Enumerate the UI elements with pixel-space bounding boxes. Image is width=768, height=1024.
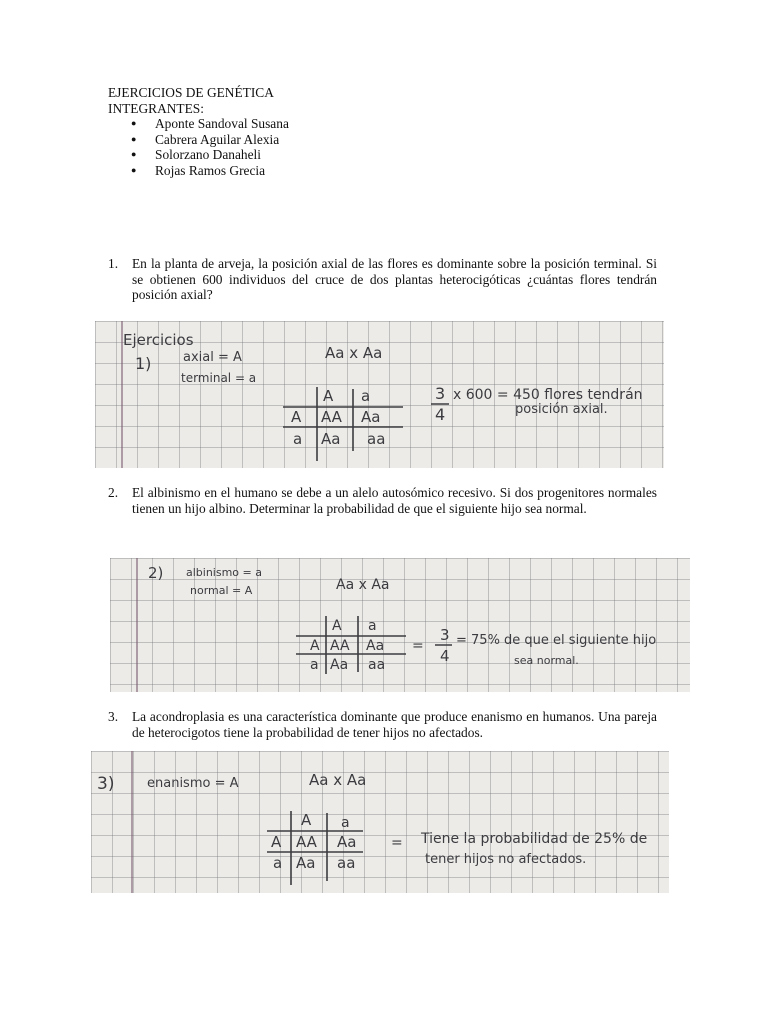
answer-line: = 75% de que el siguiente hijo <box>456 633 657 648</box>
equals-sign: = <box>391 835 403 851</box>
punnett-header: a <box>293 430 303 448</box>
question-1 <box>108 256 657 303</box>
question-text: La acondroplasia es una característica dominante que produce enanismo en humanos. Una pareja de heterocigotos tiene la probabilidad de tener hijos no afectados. <box>132 709 657 740</box>
punnett-header: A <box>310 638 320 654</box>
cross-label: Aa x Aa <box>309 771 367 789</box>
question-2 <box>108 485 657 516</box>
punnett-header: a <box>361 387 371 405</box>
member-item: ● Cabrera Aguilar Alexia <box>131 132 289 148</box>
punnett-header: a <box>273 854 283 872</box>
handwritten-notes <box>91 751 669 893</box>
handwritten-notes <box>95 321 664 468</box>
punnett-header: a <box>341 815 350 831</box>
punnett-header: a <box>368 618 377 634</box>
punnett-cell: Aa <box>296 854 316 872</box>
allele-definition: enanismo = A <box>147 776 239 791</box>
fraction-numerator: 3 <box>435 384 446 403</box>
notes-heading: Ejercicios <box>123 331 194 349</box>
member-item: ● Solorzano Danaheli <box>131 147 289 163</box>
allele-definition: axial = A <box>183 350 242 365</box>
fraction-denominator: 4 <box>435 405 446 424</box>
punnett-cell: Aa <box>321 430 341 448</box>
handwritten-notes <box>110 558 690 692</box>
member-item: ● Rojas Ramos Grecia <box>131 163 289 179</box>
punnett-header: A <box>271 833 282 851</box>
punnett-cell: aa <box>367 430 386 448</box>
members-label: INTEGRANTES: <box>108 100 204 116</box>
handwritten-notes-photo-1 <box>95 321 664 468</box>
cross-label: Aa x Aa <box>336 577 390 593</box>
punnett-cell: Aa <box>366 638 385 654</box>
punnett-header: A <box>332 618 342 634</box>
answer-line: sea normal. <box>514 654 579 667</box>
members-list <box>108 116 289 178</box>
fraction-numerator: 3 <box>440 626 450 644</box>
allele-definition: normal = A <box>190 584 253 597</box>
punnett-cell: Aa <box>337 833 357 851</box>
question-text: En la planta de arveja, la posición axial de las flores es dominante sobre la posición terminal. Si se obtienen 600 individuos del cruce de dos plantas heterocigóticas ¿cuántas flores tendrán posición axial? <box>132 256 657 303</box>
question-3 <box>108 709 657 740</box>
punnett-cell: aa <box>337 854 356 872</box>
punnett-cell: Aa <box>361 408 381 426</box>
allele-definition: albinismo = a <box>186 566 262 579</box>
allele-definition: terminal = a <box>181 371 257 385</box>
punnett-cell: AA <box>330 638 350 654</box>
handwritten-notes-photo-3 <box>91 751 669 893</box>
exercise-label: 3) <box>97 774 115 794</box>
question-number: 2. <box>108 485 119 500</box>
punnett-header: A <box>301 811 312 829</box>
exercise-label: 2) <box>148 564 164 582</box>
fraction-denominator: 4 <box>440 647 450 665</box>
punnett-cell: Aa <box>330 657 349 673</box>
answer-line: tener hijos no afectados. <box>425 852 587 867</box>
cross-label: Aa x Aa <box>325 344 383 362</box>
question-text: El albinismo en el humano se debe a un alelo autosómico recesivo. Si dos progenitores normales tienen un hijo albino. Determinar la probabilidad de que el siguiente hijo sea normal. <box>132 485 657 516</box>
handwritten-notes-photo-2 <box>110 558 690 692</box>
equals-sign: = <box>412 638 424 654</box>
exercise-label: 1) <box>135 354 152 373</box>
punnett-cell: aa <box>368 657 386 673</box>
answer-line: Tiene la probabilidad de 25% de <box>421 831 648 847</box>
question-number: 1. <box>108 256 119 271</box>
punnett-header: A <box>291 408 302 426</box>
answer-line: posición axial. <box>515 402 608 417</box>
punnett-cell: AA <box>296 833 317 851</box>
punnett-cell: AA <box>321 408 342 426</box>
punnett-header: A <box>323 387 334 405</box>
question-number: 3. <box>108 709 119 724</box>
member-item: ● Aponte Sandoval Susana <box>131 116 289 132</box>
document-title: EJERCICIOS DE GENÉTICA <box>108 85 274 100</box>
document-header <box>108 85 289 178</box>
answer-line: x 600 = 450 flores tendrán <box>453 387 643 403</box>
punnett-header: a <box>310 657 319 673</box>
